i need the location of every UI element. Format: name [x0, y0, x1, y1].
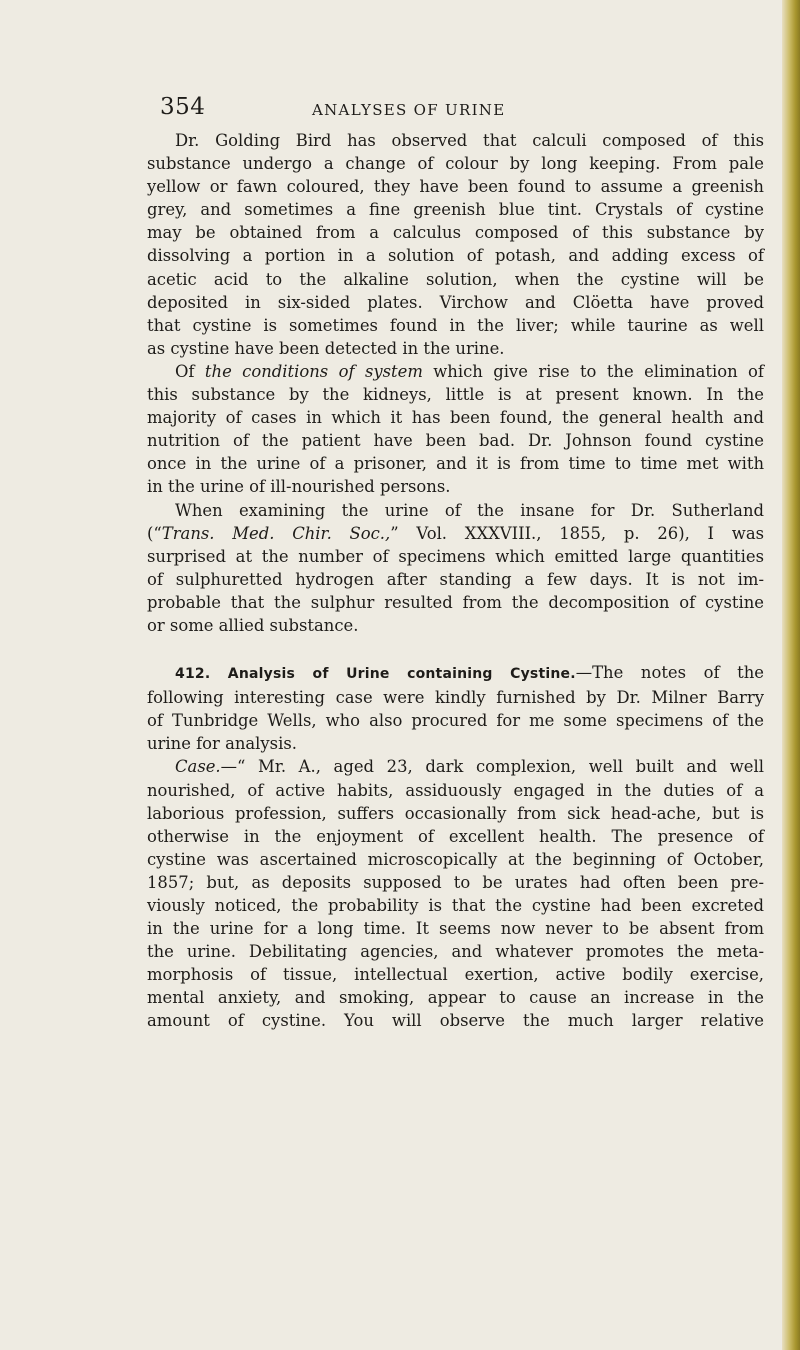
text-line: morphosis of tissue, intellectual exertion, active bodily exercise,: [147, 965, 764, 985]
text-line: nourished, of active habits, assiduously engaged in the duties of a: [147, 780, 764, 800]
text-line: 1857; but, as deposits supposed to be urates had often been pre-: [147, 872, 764, 892]
text-line: otherwise in the enjoyment of excellent health. The presence of: [147, 826, 764, 846]
running-head: ANALYSES OF URINE: [312, 101, 506, 119]
text-line: dissolving a portion in a solution of potash, and adding excess of: [147, 246, 764, 266]
text-line: of sulphuretted hydrogen after standing a few days. It is not im-: [147, 569, 764, 589]
paragraph-sutherland: [147, 499, 764, 638]
text-line: acetic acid to the alkaline solution, when the cystine will be: [147, 269, 764, 289]
paragraph-section-412: [147, 661, 764, 755]
text-line: probable that the sulphur resulted from the decomposition of cystine: [147, 592, 764, 612]
text-line: majority of cases in which it has been found, the general health and: [147, 408, 764, 428]
italic-phrase: the conditions of system: [204, 361, 423, 381]
text-line: mental anxiety, and smoking, appear to cause an increase in the: [147, 988, 764, 1008]
text-run: Of: [175, 361, 205, 381]
text-line: [147, 360, 764, 383]
text-line: of Tunbridge Wells, who also procured for me some specimens of the: [147, 711, 764, 731]
text-line: that cystine is sometimes found in the liver; while taurine as well: [147, 315, 764, 335]
text-run: ” Vol. XXXVIII., 1855, p. 26), I was: [390, 523, 765, 543]
section-heading: 412. Analysis of Urine containing Cystine.: [175, 666, 576, 683]
text-run: (“: [147, 523, 162, 543]
page-number: 354: [160, 94, 206, 120]
page-gutter-edge: [782, 0, 800, 1350]
text-line: surprised at the number of specimens which emitted large quantities: [147, 546, 764, 566]
text-line: amount of cystine. You will observe the much larger relative: [147, 1011, 764, 1031]
text-run: —The notes of the: [575, 663, 764, 683]
italic-citation: Trans. Med. Chir. Soc.,: [161, 523, 391, 543]
section-gap: [147, 637, 764, 661]
text-line: viously noticed, the probability is that the cystine had been excreted: [147, 896, 764, 915]
text-line: as cystine have been detected in the urine.: [147, 338, 505, 358]
text-line: may be obtained from a calculus composed of this substance by: [147, 223, 764, 243]
text-line: [147, 755, 764, 778]
paragraph-conditions: [147, 360, 764, 499]
text-line: laborious profession, suffers occasionally from sick head-ache, but is: [147, 803, 764, 823]
italic-label: Case.: [175, 757, 221, 777]
text-line: once in the urine of a prisoner, and it is from time to time met with: [147, 454, 764, 474]
text-line: [147, 522, 764, 545]
text-line: [147, 661, 764, 686]
text-line: nutrition of the patient have been bad. Dr. Johnson found cystine: [147, 431, 764, 451]
text-line: cystine was ascertained microscopically at the beginning of October,: [147, 849, 764, 869]
text-line: urine for analysis.: [147, 734, 297, 754]
paragraph-case: [147, 755, 764, 1032]
text-line: in the urine for a long time. It seems now never to be absent from: [147, 919, 764, 939]
text-run: which give rise to the elimination of: [422, 361, 764, 381]
text-line: When examining the urine of the insane for Dr. Sutherland: [175, 500, 764, 520]
paragraph-golding-bird: [147, 129, 764, 360]
text-line: or some allied substance.: [147, 615, 359, 635]
text-line: the urine. Debilitating agencies, and whatever promotes the meta-: [147, 942, 764, 962]
text-line: this substance by the kidneys, little is at present known. In the: [147, 385, 764, 405]
text-line: Dr. Golding Bird has observed that calculi composed of this: [175, 131, 764, 150]
text-run: —“ Mr. A., aged 23, dark complexion, well built and well: [220, 757, 764, 777]
text-line: grey, and sometimes a fine greenish blue tint. Crystals of cystine: [147, 200, 764, 220]
body-text: [147, 129, 764, 1033]
text-line: deposited in six-sided plates. Virchow and Clöetta have proved: [147, 292, 764, 312]
text-line: yellow or fawn coloured, they have been found to assume a greenish: [147, 177, 764, 197]
text-line: following interesting case were kindly furnished by Dr. Milner Barry: [147, 688, 764, 708]
text-line: substance undergo a change of colour by long keeping. From pale: [147, 154, 764, 174]
text-line: in the urine of ill-nourished persons.: [147, 477, 451, 497]
